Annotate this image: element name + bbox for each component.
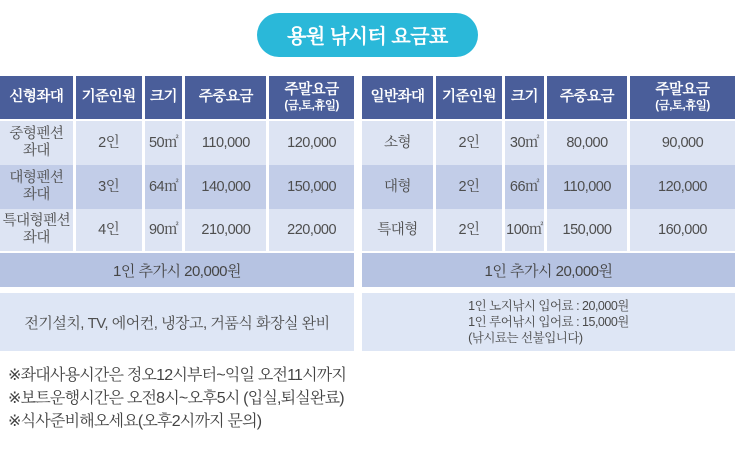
cell-capacity: 2인 bbox=[76, 121, 145, 165]
weekend-sublabel: (금,토,휴일) bbox=[284, 99, 339, 112]
fee-line: 1인 노지낚시 입어료 : 20,000원 bbox=[468, 299, 629, 313]
weekend-label: 주말요금 bbox=[284, 81, 339, 98]
weekend-label: 주말요금 bbox=[655, 81, 710, 98]
page-title: 용원 낚시터 요금표 bbox=[257, 13, 478, 57]
cell-berth-type: 대형펜션 좌대 bbox=[0, 165, 76, 209]
cell-size: 66㎡ bbox=[505, 165, 547, 209]
cell-capacity: 2인 bbox=[436, 121, 505, 165]
header-capacity: 기준인원 bbox=[436, 76, 505, 119]
weekend-sublabel: (금,토,휴일) bbox=[655, 99, 710, 112]
cell-weekend-price: 120,000 bbox=[630, 165, 735, 209]
table-row bbox=[362, 209, 735, 253]
fishing-fee-lines bbox=[468, 298, 629, 346]
cell-weekend-price: 150,000 bbox=[269, 165, 354, 209]
footnote-meal: ※식사준비해오세요(오후2시까지 문의) bbox=[8, 413, 262, 430]
cell-size: 50㎡ bbox=[145, 121, 186, 165]
table-header-row bbox=[0, 76, 354, 121]
header-weekday-price: 주중요금 bbox=[547, 76, 630, 119]
cell-weekend-price: 220,000 bbox=[269, 209, 354, 251]
fishing-fee-note bbox=[362, 293, 735, 351]
table-row bbox=[362, 121, 735, 165]
header-weekday-price: 주중요금 bbox=[185, 76, 269, 119]
extra-person-fee: 1인 추가시 20,000원 bbox=[362, 253, 735, 293]
fee-line: 1인 루어낚시 입어료 : 15,000원 bbox=[468, 315, 629, 329]
title-bar bbox=[0, 0, 735, 57]
cell-berth-type: 특대형펜션 좌대 bbox=[0, 209, 76, 251]
header-size: 크기 bbox=[145, 76, 186, 119]
cell-weekday-price: 110,000 bbox=[185, 121, 269, 165]
cell-weekday-price: 80,000 bbox=[547, 121, 630, 165]
table-row bbox=[0, 165, 354, 209]
header-berth-type: 신형좌대 bbox=[0, 76, 76, 119]
header-weekend-price bbox=[269, 76, 354, 119]
cell-size: 30㎡ bbox=[505, 121, 547, 165]
cell-berth-type: 소형 bbox=[362, 121, 436, 165]
cell-weekend-price: 160,000 bbox=[630, 209, 735, 251]
cell-weekday-price: 210,000 bbox=[185, 209, 269, 251]
cell-size: 64㎡ bbox=[145, 165, 186, 209]
cell-capacity: 4인 bbox=[76, 209, 145, 251]
header-capacity: 기준인원 bbox=[76, 76, 145, 119]
footnotes bbox=[0, 364, 735, 433]
header-weekend-price bbox=[630, 76, 735, 119]
extra-person-fee: 1인 추가시 20,000원 bbox=[0, 253, 354, 293]
amenities-note: 전기설치, TV, 에어컨, 냉장고, 거품식 화장실 완비 bbox=[0, 293, 354, 351]
cell-capacity: 2인 bbox=[436, 209, 505, 251]
cell-berth-type: 특대형 bbox=[362, 209, 436, 251]
cell-capacity: 2인 bbox=[436, 165, 505, 209]
footnote-usage-hours: ※좌대사용시간은 정오12시부터~익일 오전11시까지 bbox=[8, 367, 347, 384]
tables-container bbox=[0, 76, 735, 351]
table-row bbox=[0, 121, 354, 165]
table-header-row bbox=[362, 76, 735, 121]
table-row bbox=[362, 165, 735, 209]
cell-weekday-price: 110,000 bbox=[547, 165, 630, 209]
general-berth-table bbox=[362, 76, 735, 351]
cell-weekend-price: 90,000 bbox=[630, 121, 735, 165]
cell-berth-type: 대형 bbox=[362, 165, 436, 209]
cell-weekend-price: 120,000 bbox=[269, 121, 354, 165]
header-berth-type: 일반좌대 bbox=[362, 76, 436, 119]
footnote-boat-hours: ※보트운행시간은 오전8시~오후5시 (입실,퇴실완료) bbox=[8, 390, 344, 407]
cell-size: 100㎡ bbox=[505, 209, 547, 251]
fee-line: (낚시료는 선불입니다) bbox=[468, 331, 583, 345]
cell-weekday-price: 150,000 bbox=[547, 209, 630, 251]
header-size: 크기 bbox=[505, 76, 547, 119]
cell-size: 90㎡ bbox=[145, 209, 186, 251]
cell-berth-type: 중형펜션 좌대 bbox=[0, 121, 76, 165]
new-berth-table bbox=[0, 76, 354, 351]
cell-capacity: 3인 bbox=[76, 165, 145, 209]
cell-weekday-price: 140,000 bbox=[185, 165, 269, 209]
table-row bbox=[0, 209, 354, 253]
